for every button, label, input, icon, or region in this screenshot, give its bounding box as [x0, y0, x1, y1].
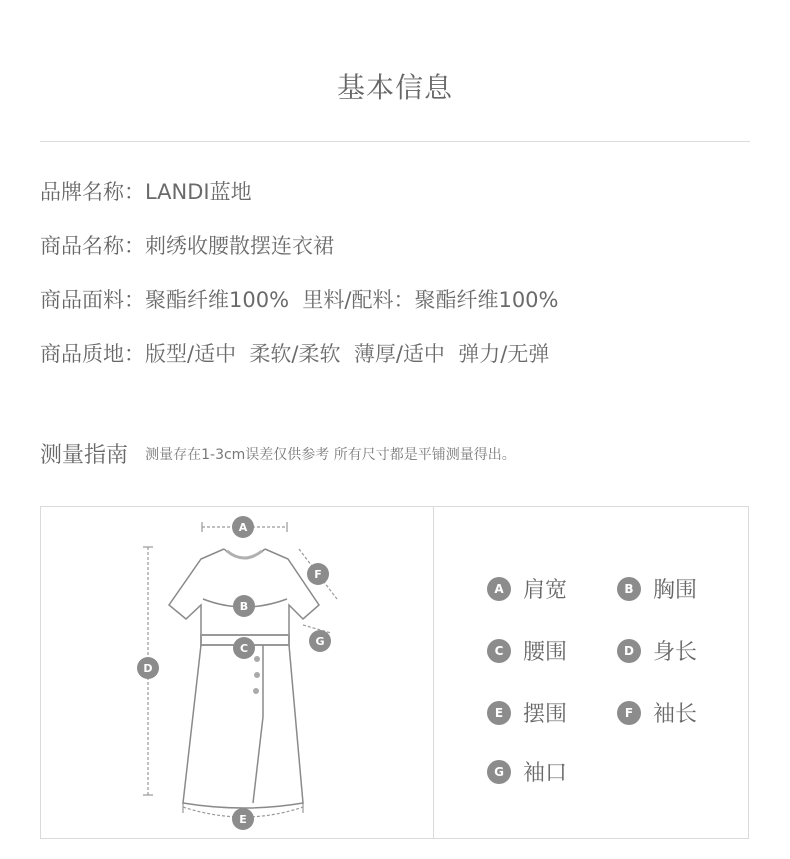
marker-label: B: [239, 600, 249, 613]
legend-badge: A: [487, 577, 511, 601]
legend-badge: C: [487, 639, 511, 663]
measurement-panel: [40, 506, 749, 839]
marker-label: D: [143, 662, 153, 675]
legend-label: 腰围: [523, 640, 568, 665]
measurement-guide-header: [40, 438, 516, 469]
legend-label: 身长: [653, 640, 698, 665]
info-value: 聚酯纤维100% 里料/配料：聚酯纤维100%: [145, 288, 559, 312]
dress-diagram: [41, 507, 433, 840]
legend-badge: F: [617, 701, 641, 725]
legend-badge: D: [617, 639, 641, 663]
info-label: 品牌名称：: [40, 180, 145, 204]
legend-badge: G: [487, 760, 511, 784]
legend-label: 胸围: [653, 578, 698, 603]
legend-sleeve: [617, 697, 697, 728]
info-value: LANDI蓝地: [145, 180, 252, 204]
marker-a: [232, 516, 254, 538]
legend-label: 袖口: [523, 761, 568, 786]
marker-g: [309, 630, 331, 652]
info-value: 刺绣收腰散摆连衣裙: [145, 234, 334, 258]
legend-length: [617, 635, 697, 666]
info-value: 版型/适中 柔软/柔软 薄厚/适中 弹力/无弹: [145, 342, 550, 366]
info-row-brand: [40, 174, 559, 228]
legend-cuff: [487, 756, 567, 787]
marker-label: F: [314, 568, 322, 581]
info-row-texture: [40, 336, 559, 390]
marker-f: [307, 563, 329, 585]
legend-badge: B: [617, 577, 641, 601]
legend-bust: [617, 573, 697, 604]
marker-label: A: [238, 521, 248, 534]
legend-label: 摆围: [523, 702, 568, 727]
title-divider: [40, 141, 750, 142]
marker-e: [232, 808, 254, 830]
legend-badge: E: [487, 701, 511, 725]
info-label: 商品名称：: [40, 234, 145, 258]
marker-b: [233, 595, 255, 617]
marker-label: G: [315, 635, 325, 648]
info-label: 商品面料：: [40, 288, 145, 312]
legend-hem: [487, 697, 567, 728]
info-row-product-name: [40, 228, 559, 282]
legend-label: 肩宽: [523, 578, 568, 603]
legend-label: 袖长: [653, 702, 698, 727]
marker-label: C: [239, 642, 249, 655]
panel-divider: [433, 507, 434, 838]
info-row-fabric: [40, 282, 559, 336]
info-label: 商品质地：: [40, 342, 145, 366]
guide-note: 测量存在1-3cm误差仅供参考 所有尺寸都是平铺测量得出。: [145, 446, 516, 463]
basic-info-list: [40, 174, 559, 390]
page-title: 基本信息: [336, 71, 453, 104]
marker-c: [233, 637, 255, 659]
marker-d: [137, 657, 159, 679]
legend-waist: [487, 635, 567, 666]
legend-shoulder: [487, 573, 567, 604]
marker-label: E: [239, 813, 247, 826]
guide-title: 测量指南: [40, 443, 129, 468]
